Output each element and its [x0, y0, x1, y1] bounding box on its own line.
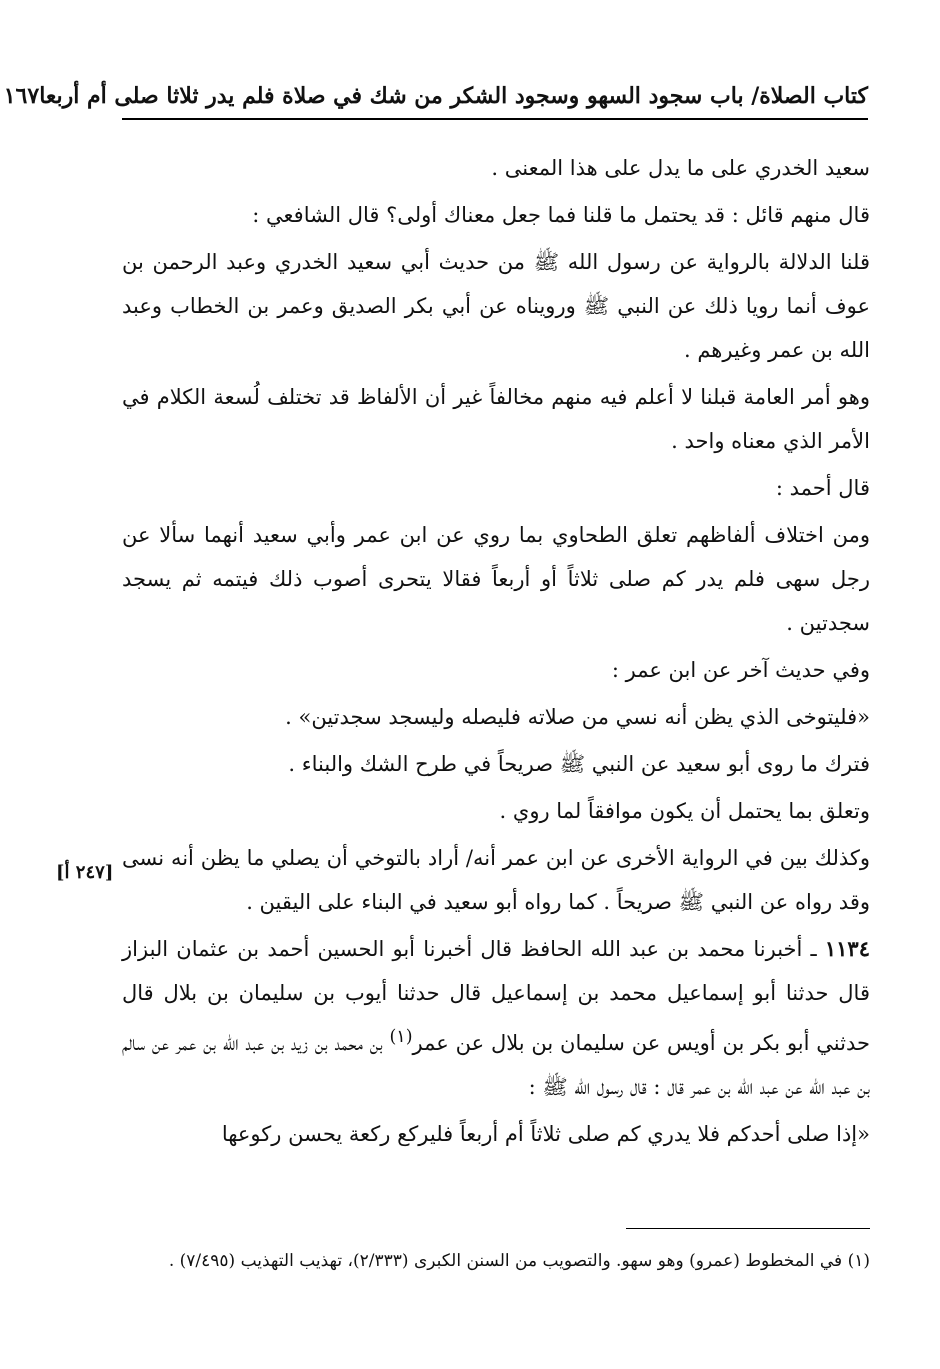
- page-number: ١٦٧: [3, 83, 40, 109]
- hadith-text-continued: بن محمد بن زيد بن عبد الله بن عمر عن سالم بن عبد الله عن عبد الله بن عمر قال : قال رسول الله ﷺ :: [122, 1031, 870, 1099]
- footnote: (١) في المخطوط (عمرو) وهو سهو. والتصويب من السنن الكبرى (٢/٣٣٣)، تهذيب التهذيب (٧/٤٩٥) .: [168, 1251, 870, 1271]
- paragraph: «إذا صلى أحدكم فلا يدري كم صلى ثلاثاً أم أربعاً فليركع ركعة يحسن ركوعها: [221, 1122, 870, 1146]
- paragraph: وفي حديث آخر عن ابن عمر :: [611, 658, 870, 682]
- footnote-marker: (١): [389, 1027, 413, 1047]
- footnote-rule: [626, 1228, 870, 1229]
- manuscript-folio-note: [٢٤٧ أ]: [56, 862, 114, 883]
- header-title: كتاب الصلاة/ باب سجود السهو وسجود الشكر من شك في صلاة فلم يدر ثلاثا صلى أم أربعا: [39, 83, 868, 109]
- paragraph: ومن اختلاف ألفاظهم تعلق الطحاوي بما روي عن ابن عمر وأبي سعيد أنهما سألا عن رجل سهى فلم يدر كم صلى ثلاثاً أو أربعاً فقالا يتحرى أصوب ذلك فيتمه ثم يسجد سجدتين .: [122, 523, 871, 635]
- paragraph: وكذلك بين في الرواية الأخرى عن ابن عمر أنه/ أراد بالتوخي أن يصلي ما يظن أنه نسى وقد رواه عن النبي ﷺ صريحاً . كما رواه أبو سعيد في البناء على اليقين .: [122, 846, 870, 914]
- hadith-text: ـ أخبرنا محمد بن عبد الله الحافظ قال أخبرنا أبو الحسين أحمد بن عثمان البزاز قال حدثنا أبو إسماعيل محمد بن إسماعيل قال حدثنا أيوب بن سليمان بن بلال قال حدثني أبو بكر بن أويس عن سليمان بن بلال عن عمر: [122, 937, 870, 1055]
- paragraph: قال منهم قائل : قد يحتمل ما قلنا فما جعل معناك أولى؟ قال الشافعي :: [252, 203, 870, 227]
- hadith-number: ١١٣٤: [824, 936, 870, 961]
- paragraph: «فليتوخى الذي يظن أنه نسي من صلاته فليصله وليسجد سجدتين» .: [285, 705, 870, 729]
- paragraph: وتعلق بما يحتمل أن يكون موافقاً لما روي .: [499, 799, 870, 823]
- paragraph: قال أحمد :: [775, 476, 870, 500]
- footnotes: [122, 1244, 870, 1278]
- main-text: [122, 146, 870, 1159]
- paragraph: فترك ما روى أبو سعيد عن النبي ﷺ صريحاً في طرح الشك والبناء .: [288, 752, 870, 776]
- header-rule: [122, 118, 868, 120]
- running-header: [3, 76, 868, 116]
- paragraph: قلنا الدلالة بالرواية عن رسول الله ﷺ من حديث أبي سعيد الخدري وعبد الرحمن بن عوف أنما رويا ذلك عن النبي ﷺ ورويناه عن أبي بكر الصديق وعمر بن الخطاب وعبد الله بن عمر وغيرهم .: [122, 250, 870, 362]
- hadith-paragraph: [122, 927, 870, 1109]
- paragraph: وهو أمر العامة قبلنا لا أعلم فيه منهم مخالفاً غير أن الألفاظ قد تختلف لُسعة الكلام في الأمر الذي معناه واحد .: [122, 385, 870, 453]
- paragraph: سعيد الخدري على ما يدل على هذا المعنى .: [491, 156, 870, 180]
